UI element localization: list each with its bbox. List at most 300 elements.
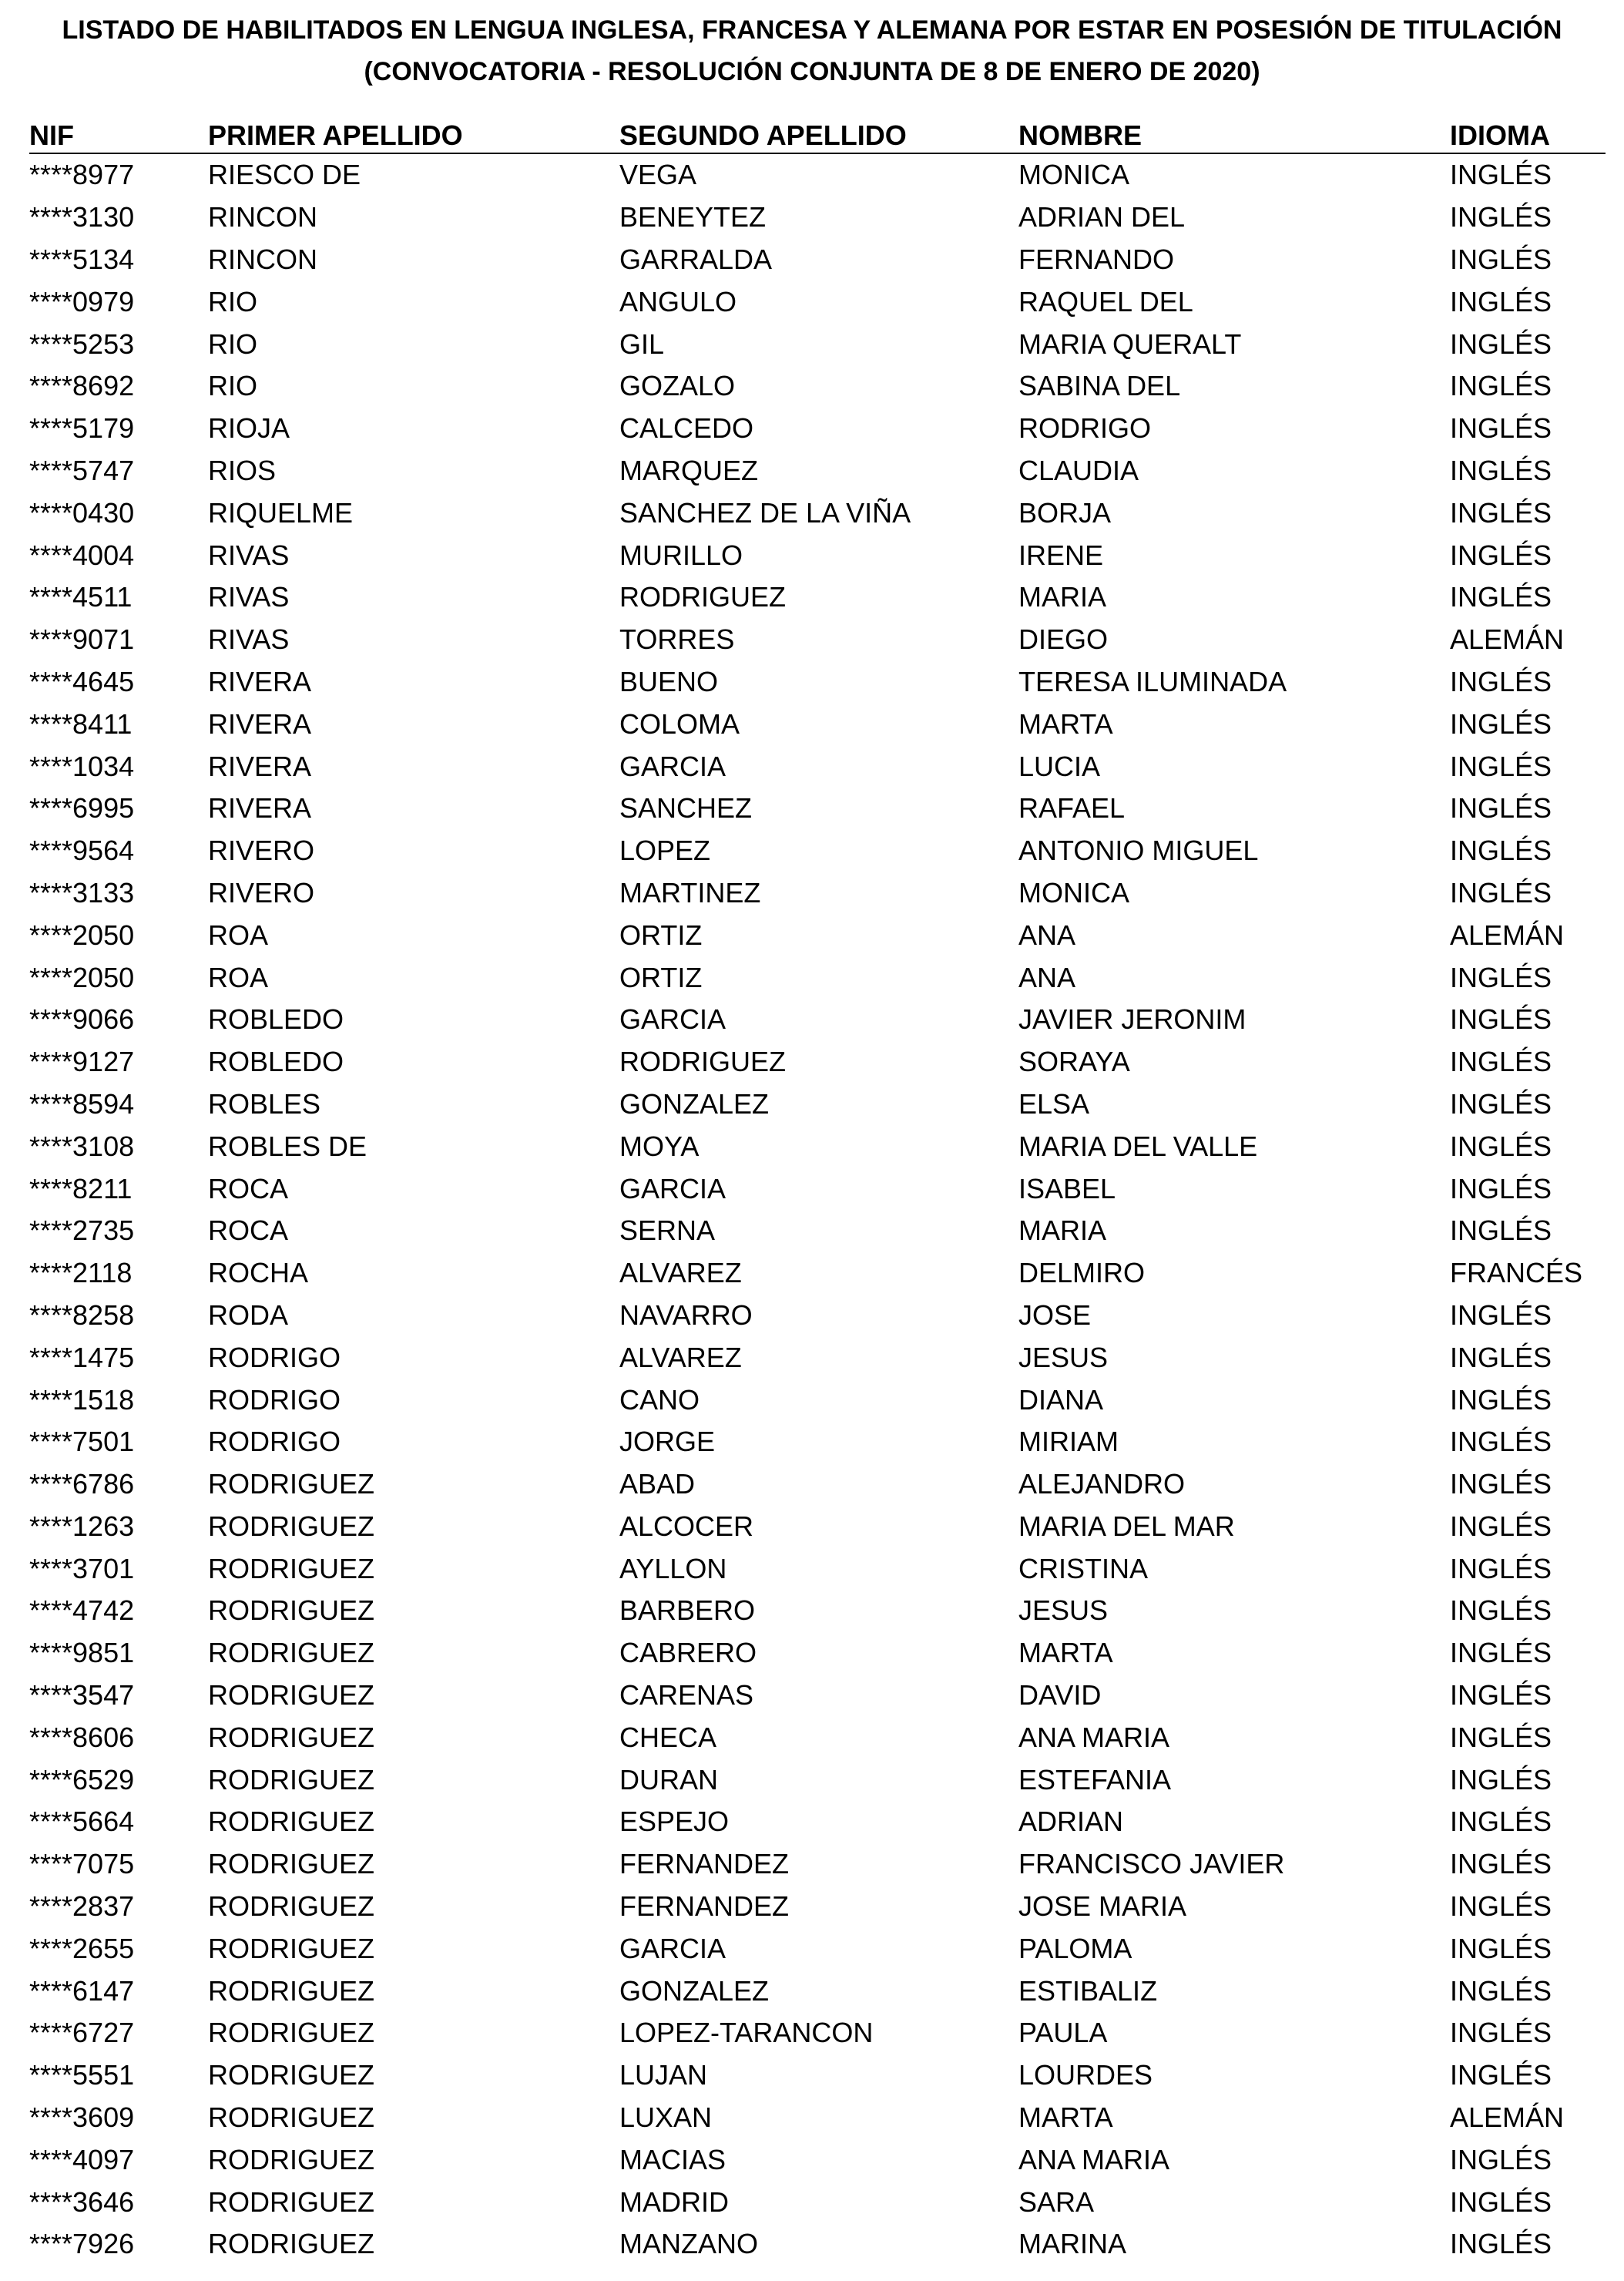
nombre-cell: DAVID [1018, 1679, 1102, 1712]
table-header-row [29, 113, 1606, 153]
nif-cell: ****6727 [29, 2017, 135, 2049]
primer-apellido-cell: RODRIGO [208, 1383, 341, 1416]
idioma-cell: INGLÉS [1450, 1679, 1552, 1712]
primer-apellido-cell: RODRIGO [208, 1426, 341, 1458]
nif-cell: ****7075 [29, 1848, 135, 1880]
nif-cell: ****5253 [29, 328, 135, 360]
primer-apellido-cell: ROBLEDO [208, 1003, 344, 1036]
nif-cell: ****5747 [29, 454, 135, 486]
primer-apellido-cell: RODRIGUEZ [208, 2017, 374, 2049]
nombre-cell: TERESA ILUMINADA [1018, 665, 1287, 697]
table-row [29, 1041, 1606, 1083]
nombre-cell: PALOMA [1018, 1932, 1132, 1964]
idioma-cell: INGLÉS [1450, 1214, 1552, 1247]
segundo-apellido-cell: GOZALO [619, 370, 736, 402]
segundo-apellido-cell: GARCIA [619, 750, 726, 782]
idioma-cell: INGLÉS [1450, 370, 1552, 402]
nif-cell: ****7501 [29, 1426, 135, 1458]
table-row [29, 1083, 1606, 1126]
segundo-apellido-cell: MADRID [619, 2185, 729, 2218]
header-segundo-apellido: SEGUNDO APELLIDO [619, 113, 1018, 153]
table-row [29, 576, 1606, 619]
idioma-cell: ALEMÁN [1450, 919, 1565, 951]
nif-cell: ****9071 [29, 623, 135, 656]
segundo-apellido-cell: ESPEJO [619, 1806, 730, 1838]
idioma-cell: INGLÉS [1450, 1890, 1552, 1923]
segundo-apellido-cell: ORTIZ [619, 919, 703, 951]
primer-apellido-cell: RODRIGUEZ [208, 2059, 374, 2091]
table-row [29, 2181, 1606, 2223]
table-row [29, 197, 1606, 239]
table-row [29, 1843, 1606, 1886]
nif-cell: ****8977 [29, 159, 135, 191]
table-row [29, 2012, 1606, 2054]
nombre-cell: MARINA [1018, 2228, 1127, 2260]
idioma-cell: INGLÉS [1450, 1341, 1552, 1373]
nombre-cell: IRENE [1018, 539, 1104, 571]
table-row [29, 745, 1606, 788]
table-row [29, 408, 1606, 450]
table-row [29, 1463, 1606, 1506]
nif-cell: ****9564 [29, 835, 135, 867]
header-idioma: IDIOMA [1450, 113, 1606, 153]
table-row [29, 1886, 1606, 1928]
primer-apellido-cell: RIVAS [208, 623, 290, 656]
idioma-cell: INGLÉS [1450, 1298, 1552, 1331]
table-row [29, 1675, 1606, 1717]
nif-cell: ****1034 [29, 750, 135, 782]
primer-apellido-cell: RODA [208, 1298, 289, 1331]
nif-cell: ****0979 [29, 285, 135, 317]
idioma-cell: INGLÉS [1450, 539, 1552, 571]
segundo-apellido-cell: CABRERO [619, 1637, 757, 1669]
nif-cell: ****5179 [29, 412, 135, 445]
primer-apellido-cell: RODRIGUEZ [208, 1806, 374, 1838]
nombre-cell: ALEJANDRO [1018, 1468, 1186, 1500]
primer-apellido-cell: RODRIGUEZ [208, 2228, 374, 2260]
idioma-cell: INGLÉS [1450, 285, 1552, 317]
idioma-cell: INGLÉS [1450, 1172, 1552, 1204]
nombre-cell: ESTEFANIA [1018, 1763, 1172, 1796]
nombre-cell: RODRIGO [1018, 412, 1152, 445]
segundo-apellido-cell: BENEYTEZ [619, 201, 767, 233]
nif-cell: ****8258 [29, 1298, 135, 1331]
table-row [29, 914, 1606, 956]
idioma-cell: INGLÉS [1450, 2017, 1552, 2049]
table-row [29, 1927, 1606, 1970]
primer-apellido-cell: RODRIGUEZ [208, 1763, 374, 1796]
primer-apellido-cell: ROCA [208, 1214, 289, 1247]
table-row [29, 1210, 1606, 1252]
nif-cell: ****2050 [29, 961, 135, 993]
nombre-cell: JOSE [1018, 1298, 1092, 1331]
nombre-cell: JAVIER JERONIM [1018, 1003, 1247, 1036]
segundo-apellido-cell: RODRIGUEZ [619, 581, 786, 613]
table-row [29, 1125, 1606, 1167]
idioma-cell: INGLÉS [1450, 1974, 1552, 2007]
primer-apellido-cell: RIVAS [208, 539, 290, 571]
nif-cell: ****5664 [29, 1806, 135, 1838]
nombre-cell: BORJA [1018, 496, 1112, 529]
nombre-cell: ADRIAN [1018, 1806, 1124, 1838]
nombre-cell: ESTIBALIZ [1018, 1974, 1158, 2007]
primer-apellido-cell: ROBLEDO [208, 1046, 344, 1078]
nif-cell: ****8594 [29, 1087, 135, 1120]
idioma-cell: FRANCÉS [1450, 1257, 1583, 1289]
nombre-cell: CRISTINA [1018, 1552, 1149, 1584]
segundo-apellido-cell: LUXAN [619, 2101, 713, 2134]
nif-cell: ****4645 [29, 665, 135, 697]
segundo-apellido-cell: GARCIA [619, 1172, 726, 1204]
primer-apellido-cell: RODRIGUEZ [208, 1974, 374, 2007]
nombre-cell: FRANCISCO JAVIER [1018, 1848, 1285, 1880]
segundo-apellido-cell: AYLLON [619, 1552, 727, 1584]
header-primer-apellido: PRIMER APELLIDO [208, 113, 619, 153]
nombre-cell: ANA MARIA [1018, 2143, 1170, 2175]
idioma-cell: INGLÉS [1450, 2143, 1552, 2175]
nif-cell: ****4097 [29, 2143, 135, 2175]
primer-apellido-cell: RODRIGUEZ [208, 1848, 374, 1880]
idioma-cell: INGLÉS [1450, 454, 1552, 486]
segundo-apellido-cell: GONZALEZ [619, 1087, 770, 1120]
idioma-cell: INGLÉS [1450, 2185, 1552, 2218]
nombre-cell: LUCIA [1018, 750, 1101, 782]
idioma-cell: INGLÉS [1450, 1806, 1552, 1838]
nif-cell: ****8606 [29, 1721, 135, 1753]
idioma-cell: INGLÉS [1450, 1426, 1552, 1458]
nif-cell: ****2837 [29, 1890, 135, 1923]
idioma-cell: INGLÉS [1450, 581, 1552, 613]
segundo-apellido-cell: RODRIGUEZ [619, 1046, 786, 1078]
idioma-cell: INGLÉS [1450, 159, 1552, 191]
segundo-apellido-cell: FERNANDEZ [619, 1848, 790, 1880]
segundo-apellido-cell: TORRES [619, 623, 735, 656]
table-row [29, 323, 1606, 365]
segundo-apellido-cell: COLOMA [619, 707, 740, 740]
segundo-apellido-cell: JORGE [619, 1426, 716, 1458]
primer-apellido-cell: RODRIGUEZ [208, 2185, 374, 2218]
idioma-cell: INGLÉS [1450, 412, 1552, 445]
nombre-cell: MARIA DEL MAR [1018, 1510, 1235, 1542]
primer-apellido-cell: ROA [208, 919, 269, 951]
table-row [29, 1295, 1606, 1337]
nif-cell: ****3108 [29, 1130, 135, 1162]
primer-apellido-cell: RODRIGUEZ [208, 1679, 374, 1712]
primer-apellido-cell: RIVAS [208, 581, 290, 613]
document-subtitle: (CONVOCATORIA - RESOLUCIÓN CONJUNTA DE 8 DE ENERO DE 2020) [364, 57, 1260, 86]
table-row [29, 1759, 1606, 1801]
nombre-cell: CLAUDIA [1018, 454, 1139, 486]
nif-cell: ****3547 [29, 1679, 135, 1712]
nif-cell: ****9127 [29, 1046, 135, 1078]
segundo-apellido-cell: ANGULO [619, 285, 737, 317]
nombre-cell: MARIA [1018, 581, 1107, 613]
idioma-cell: INGLÉS [1450, 750, 1552, 782]
nombre-cell: SABINA DEL [1018, 370, 1181, 402]
nombre-cell: MARIA DEL VALLE [1018, 1130, 1258, 1162]
header-nombre: NOMBRE [1018, 113, 1450, 153]
primer-apellido-cell: ROCA [208, 1172, 289, 1204]
nif-cell: ****9851 [29, 1637, 135, 1669]
idioma-cell: INGLÉS [1450, 961, 1552, 993]
idioma-cell: INGLÉS [1450, 707, 1552, 740]
primer-apellido-cell: RIVERA [208, 707, 312, 740]
primer-apellido-cell: RODRIGUEZ [208, 1594, 374, 1627]
table-row [29, 956, 1606, 999]
segundo-apellido-cell: DURAN [619, 1763, 719, 1796]
nif-cell: ****2735 [29, 1214, 135, 1247]
nombre-cell: MONICA [1018, 159, 1129, 191]
primer-apellido-cell: RIESCO DE [208, 159, 361, 191]
primer-apellido-cell: ROBLES DE [208, 1130, 367, 1162]
nombre-cell: SORAYA [1018, 1046, 1130, 1078]
primer-apellido-cell: RODRIGUEZ [208, 2143, 374, 2175]
primer-apellido-cell: ROA [208, 961, 269, 993]
nombre-cell: ANA [1018, 919, 1076, 951]
nif-cell: ****6529 [29, 1763, 135, 1796]
idioma-cell: INGLÉS [1450, 243, 1552, 275]
primer-apellido-cell: RODRIGO [208, 1341, 341, 1373]
table-row [29, 450, 1606, 492]
nombre-cell: MARTA [1018, 1637, 1113, 1669]
segundo-apellido-cell: GIL [619, 328, 665, 360]
table-row [29, 2223, 1606, 2266]
nif-cell: ****3133 [29, 876, 135, 909]
segundo-apellido-cell: SANCHEZ DE LA VIÑA [619, 496, 911, 529]
nombre-cell: JOSE MARIA [1018, 1890, 1187, 1923]
idioma-cell: INGLÉS [1450, 1932, 1552, 1964]
nif-cell: ****8211 [29, 1172, 133, 1204]
nif-cell: ****6786 [29, 1468, 135, 1500]
nif-cell: ****1263 [29, 1510, 135, 1542]
segundo-apellido-cell: MURILLO [619, 539, 743, 571]
nif-cell: ****6147 [29, 1974, 135, 2007]
segundo-apellido-cell: BARBERO [619, 1594, 756, 1627]
nombre-cell: ANTONIO MIGUEL [1018, 835, 1259, 867]
segundo-apellido-cell: BUENO [619, 665, 719, 697]
table-row [29, 281, 1606, 323]
primer-apellido-cell: RINCON [208, 243, 317, 275]
primer-apellido-cell: RODRIGUEZ [208, 1637, 374, 1669]
idioma-cell: INGLÉS [1450, 1552, 1552, 1584]
nif-cell: ****4742 [29, 1594, 135, 1627]
idioma-cell: INGLÉS [1450, 1046, 1552, 1078]
table-row [29, 1167, 1606, 1210]
nombre-cell: MARIA QUERALT [1018, 328, 1242, 360]
idioma-cell: INGLÉS [1450, 1510, 1552, 1542]
segundo-apellido-cell: LOPEZ [619, 835, 711, 867]
primer-apellido-cell: RIQUELME [208, 496, 354, 529]
primer-apellido-cell: RIOS [208, 454, 277, 486]
table-row [29, 788, 1606, 830]
segundo-apellido-cell: GARCIA [619, 1932, 726, 1964]
segundo-apellido-cell: LUJAN [619, 2059, 708, 2091]
nif-cell: ****4511 [29, 581, 133, 613]
table-body [29, 153, 1606, 2266]
idioma-cell: INGLÉS [1450, 835, 1552, 867]
nombre-cell: RAQUEL DEL [1018, 285, 1193, 317]
segundo-apellido-cell: SERNA [619, 1214, 716, 1247]
table-row [29, 1632, 1606, 1675]
nombre-cell: SARA [1018, 2185, 1095, 2218]
idioma-cell: INGLÉS [1450, 1637, 1552, 1669]
nif-cell: ****2050 [29, 919, 135, 951]
segundo-apellido-cell: MARTINEZ [619, 876, 761, 909]
primer-apellido-cell: RIVERA [208, 750, 312, 782]
idioma-cell: INGLÉS [1450, 1848, 1552, 1880]
segundo-apellido-cell: ALCOCER [619, 1510, 754, 1542]
idioma-cell: INGLÉS [1450, 792, 1552, 825]
table-row [29, 365, 1606, 408]
primer-apellido-cell: RODRIGUEZ [208, 2101, 374, 2134]
primer-apellido-cell: RODRIGUEZ [208, 1721, 374, 1753]
idioma-cell: INGLÉS [1450, 1383, 1552, 1416]
segundo-apellido-cell: GONZALEZ [619, 1974, 770, 2007]
nif-cell: ****5134 [29, 243, 135, 275]
nombre-cell: FERNANDO [1018, 243, 1175, 275]
primer-apellido-cell: RODRIGUEZ [208, 1468, 374, 1500]
table-row [29, 999, 1606, 1041]
idioma-cell: INGLÉS [1450, 1721, 1552, 1753]
nif-cell: ****5551 [29, 2059, 135, 2091]
table-row [29, 1252, 1606, 1295]
segundo-apellido-cell: FERNANDEZ [619, 1890, 790, 1923]
nombre-cell: LOURDES [1018, 2059, 1153, 2091]
nombre-cell: MARTA [1018, 707, 1113, 740]
table-row [29, 153, 1606, 197]
nif-cell: ****0430 [29, 496, 135, 529]
primer-apellido-cell: RIVERA [208, 792, 312, 825]
nombre-cell: ELSA [1018, 1087, 1090, 1120]
header-nif: NIF [29, 113, 208, 153]
idioma-cell: ALEMÁN [1450, 623, 1565, 656]
segundo-apellido-cell: GARCIA [619, 1003, 726, 1036]
nombre-cell: JESUS [1018, 1594, 1109, 1627]
idioma-cell: INGLÉS [1450, 1087, 1552, 1120]
nombre-cell: RAFAEL [1018, 792, 1126, 825]
primer-apellido-cell: RIOJA [208, 412, 290, 445]
nif-cell: ****3130 [29, 201, 135, 233]
table-row [29, 1547, 1606, 1590]
table-row [29, 703, 1606, 745]
nombre-cell: MIRIAM [1018, 1426, 1119, 1458]
segundo-apellido-cell: CALCEDO [619, 412, 754, 445]
table-row [29, 1590, 1606, 1632]
nif-cell: ****3701 [29, 1552, 135, 1584]
idioma-cell: INGLÉS [1450, 665, 1552, 697]
idioma-cell: INGLÉS [1450, 201, 1552, 233]
table-row [29, 1970, 1606, 2012]
nif-cell: ****4004 [29, 539, 135, 571]
idioma-cell: INGLÉS [1450, 1130, 1552, 1162]
nombre-cell: ANA MARIA [1018, 1721, 1170, 1753]
table-row [29, 661, 1606, 704]
primer-apellido-cell: RINCON [208, 201, 317, 233]
idioma-cell: INGLÉS [1450, 328, 1552, 360]
segundo-apellido-cell: SANCHEZ [619, 792, 753, 825]
segundo-apellido-cell: LOPEZ-TARANCON [619, 2017, 874, 2049]
nombre-cell: ISABEL [1018, 1172, 1116, 1204]
primer-apellido-cell: RIVERA [208, 665, 312, 697]
idioma-cell: INGLÉS [1450, 496, 1552, 529]
nif-cell: ****6995 [29, 792, 135, 825]
idioma-cell: INGLÉS [1450, 1468, 1552, 1500]
segundo-apellido-cell: VEGA [619, 159, 697, 191]
table-row [29, 2097, 1606, 2139]
nombre-cell: MARTA [1018, 2101, 1113, 2134]
primer-apellido-cell: RODRIGUEZ [208, 1932, 374, 1964]
segundo-apellido-cell: MANZANO [619, 2228, 758, 2260]
nombre-cell: DIEGO [1018, 623, 1109, 656]
table-row [29, 1506, 1606, 1548]
segundo-apellido-cell: MOYA [619, 1130, 700, 1162]
segundo-apellido-cell: CANO [619, 1383, 700, 1416]
nombre-cell: JESUS [1018, 1341, 1109, 1373]
nombre-cell: PAULA [1018, 2017, 1108, 2049]
nif-cell: ****2118 [29, 1257, 133, 1289]
table-row [29, 1716, 1606, 1759]
idioma-cell: INGLÉS [1450, 1003, 1552, 1036]
segundo-apellido-cell: CARENAS [619, 1679, 754, 1712]
table-row [29, 239, 1606, 281]
table-row [29, 1801, 1606, 1843]
idioma-cell: INGLÉS [1450, 2059, 1552, 2091]
nif-cell: ****8411 [29, 707, 133, 740]
segundo-apellido-cell: NAVARRO [619, 1298, 753, 1331]
primer-apellido-cell: RIVERO [208, 835, 315, 867]
table-row [29, 1421, 1606, 1463]
nombre-cell: DELMIRO [1018, 1257, 1146, 1289]
segundo-apellido-cell: ABAD [619, 1468, 696, 1500]
nif-cell: ****9066 [29, 1003, 135, 1036]
table-row [29, 2138, 1606, 2181]
idioma-cell: INGLÉS [1450, 1594, 1552, 1627]
nif-cell: ****7926 [29, 2228, 135, 2260]
primer-apellido-cell: RIO [208, 370, 258, 402]
segundo-apellido-cell: CHECA [619, 1721, 717, 1753]
primer-apellido-cell: RIO [208, 285, 258, 317]
idioma-cell: INGLÉS [1450, 1763, 1552, 1796]
idioma-cell: INGLÉS [1450, 876, 1552, 909]
nombre-cell: DIANA [1018, 1383, 1104, 1416]
nombre-cell: MONICA [1018, 876, 1129, 909]
idioma-cell: ALEMÁN [1450, 2101, 1565, 2134]
segundo-apellido-cell: GARRALDA [619, 243, 773, 275]
nif-cell: ****2655 [29, 1932, 135, 1964]
primer-apellido-cell: RODRIGUEZ [208, 1890, 374, 1923]
segundo-apellido-cell: ALVAREZ [619, 1341, 742, 1373]
segundo-apellido-cell: MARQUEZ [619, 454, 758, 486]
table-row [29, 830, 1606, 872]
segundo-apellido-cell: ALVAREZ [619, 1257, 742, 1289]
nombre-cell: ADRIAN DEL [1018, 201, 1186, 233]
segundo-apellido-cell: ORTIZ [619, 961, 703, 993]
nombre-cell: MARIA [1018, 1214, 1107, 1247]
primer-apellido-cell: RIVERO [208, 876, 315, 909]
table-row [29, 1336, 1606, 1379]
nif-cell: ****3609 [29, 2101, 135, 2134]
table-row [29, 1379, 1606, 1421]
nif-cell: ****3646 [29, 2185, 135, 2218]
document-title: LISTADO DE HABILITADOS EN LENGUA INGLESA, FRANCESA Y ALEMANA POR ESTAR EN POSESIÓN DE TITULACIÓN [62, 15, 1562, 45]
nif-cell: ****8692 [29, 370, 135, 402]
primer-apellido-cell: RIO [208, 328, 258, 360]
idioma-cell: INGLÉS [1450, 2228, 1552, 2260]
nif-cell: ****1475 [29, 1341, 135, 1373]
primer-apellido-cell: RODRIGUEZ [208, 1552, 374, 1584]
table-row [29, 2054, 1606, 2097]
nif-cell: ****1518 [29, 1383, 135, 1416]
